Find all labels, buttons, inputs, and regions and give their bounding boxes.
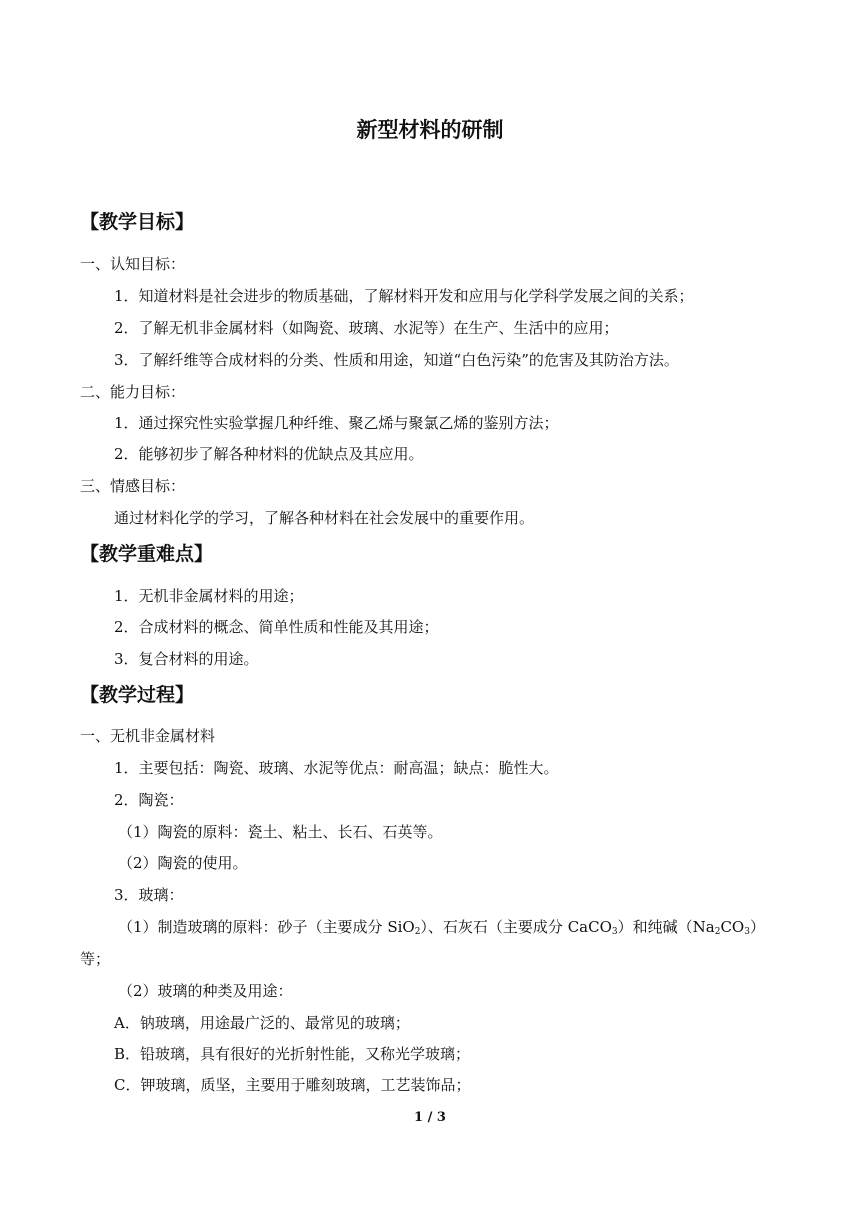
glass-type-item: A．钠玻璃，用途最广泛的、最常见的玻璃； (114, 1014, 410, 1032)
goal-heading-cognitive: 一、认知目标： (80, 255, 186, 273)
subscript: 3 (744, 927, 750, 937)
subscript: 3 (611, 927, 618, 937)
section-heading-key-points: 【教学重难点】 (80, 543, 214, 565)
process-subitem: （2）陶瓷的使用。 (118, 854, 248, 872)
document-title: 新型材料的研制 (356, 118, 504, 142)
section-heading-goals: 【教学目标】 (80, 211, 195, 233)
goal-heading-emotion: 三、情感目标： (80, 477, 186, 495)
glass-text: ）、石灰石（主要成分 CaCO (420, 918, 612, 936)
process-heading: 一、无机非金属材料 (80, 727, 216, 745)
key-point-item: 2．合成材料的概念、简单性质和性能及其用途； (114, 618, 439, 636)
goal-item: 2．能够初步了解各种材料的优缺点及其应用。 (114, 445, 424, 463)
goal-item: 1．知道材料是社会进步的物质基础，了解材料开发和应用与化学科学发展之间的关系； (114, 287, 694, 305)
process-subitem: （2）玻璃的种类及用途： (118, 982, 293, 1000)
goal-item: 通过材料化学的学习，了解各种材料在社会发展中的重要作用。 (114, 509, 535, 527)
subscript: 2 (714, 927, 721, 937)
section-heading-process: 【教学过程】 (80, 684, 195, 706)
glass-text: ）和纯碱（Na (617, 918, 715, 936)
glass-text: ） (749, 918, 765, 936)
process-item: 1．主要包括：陶瓷、玻璃、水泥等优点：耐高温；缺点：脆性大。 (114, 759, 559, 777)
glass-raw-materials-line (118, 917, 765, 942)
key-point-item: 3．复合材料的用途。 (114, 650, 259, 668)
goal-item: 2．了解无机非金属材料（如陶瓷、玻璃、水泥等）在生产、生活中的应用； (114, 319, 619, 337)
glass-raw-materials-continuation: 等； (80, 950, 111, 968)
glass-type-item: B．铅玻璃，具有很好的光折射性能，又称光学玻璃； (114, 1045, 471, 1063)
page-number: 1 / 3 (414, 1110, 446, 1125)
goal-item: 1．通过探究性实验掌握几种纤维、聚乙烯与聚氯乙烯的鉴别方法； (114, 414, 559, 432)
key-point-item: 1．无机非金属材料的用途； (114, 587, 304, 605)
subscript: 2 (414, 927, 421, 937)
process-item: 3．玻璃： (114, 886, 184, 904)
glass-text: （1）制造玻璃的原料：砂子（主要成分 SiO (118, 918, 415, 936)
goal-heading-ability: 二、能力目标： (80, 383, 186, 401)
process-subitem: （1）陶瓷的原料：瓷土、粘土、长石、石英等。 (118, 823, 443, 841)
glass-type-item: C．钾玻璃，质坚，主要用于雕刻玻璃，工艺装饰品； (114, 1076, 471, 1094)
goal-item: 3．了解纤维等合成材料的分类、性质和用途，知道“白色污染”的危害及其防治方法。 (114, 351, 679, 369)
process-item: 2．陶瓷： (114, 791, 184, 809)
glass-text: CO (720, 918, 745, 936)
